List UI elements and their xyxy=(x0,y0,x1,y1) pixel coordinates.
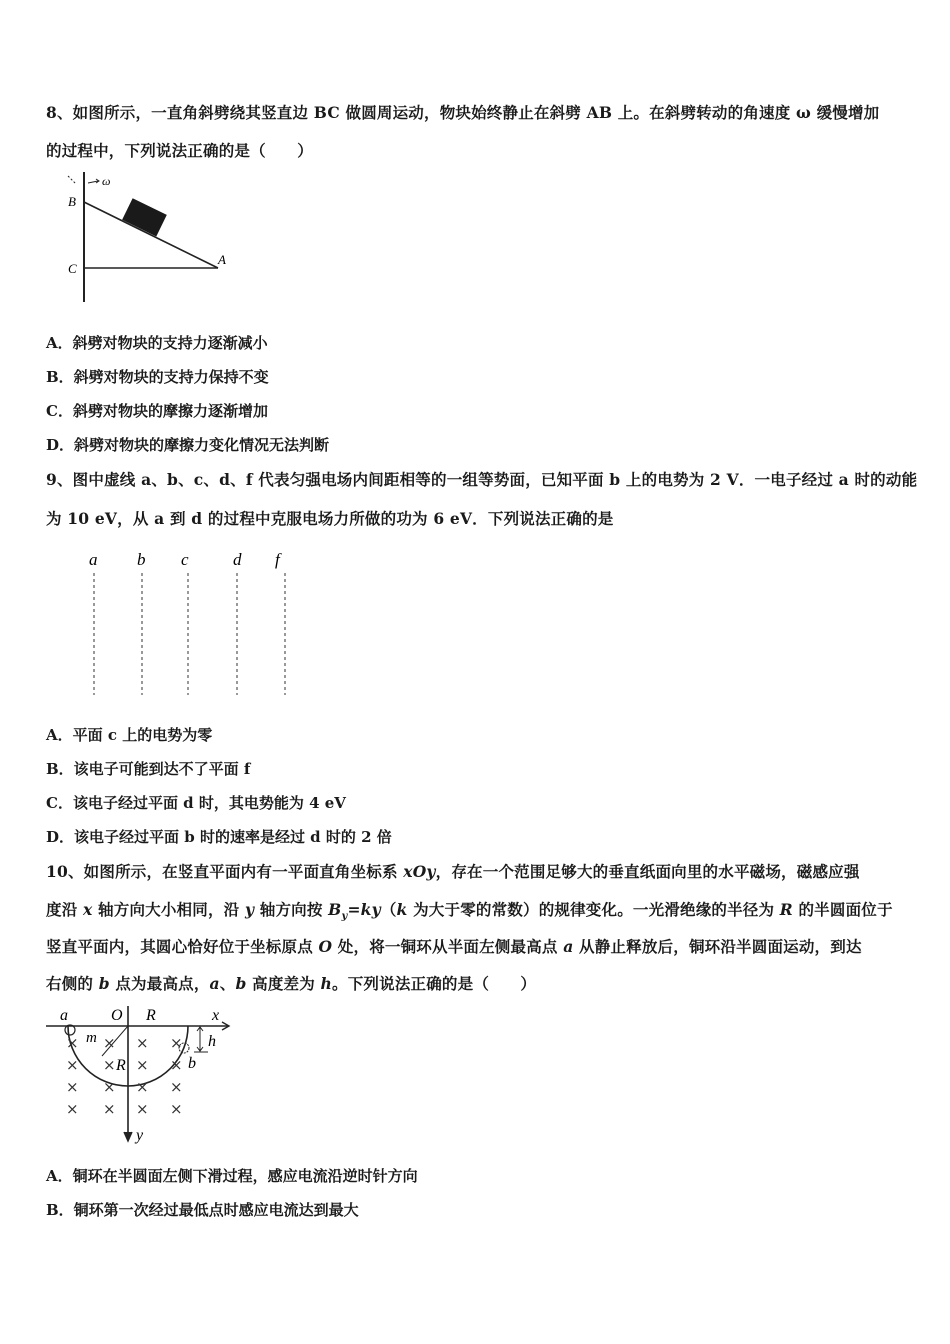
svg-text:×: × xyxy=(66,1078,79,1096)
point-a-label: a xyxy=(60,1007,68,1024)
q9-stem-line2: 为 10 eV，从 a 到 d 的过程中克服电场力所做的功为 6 eV．下列说法正确的是 xyxy=(46,509,614,528)
svg-text:×: × xyxy=(66,1034,79,1052)
q8-option-c[interactable]: C．斜劈对物块的摩擦力逐渐增加 xyxy=(46,402,268,420)
plane-b-label: b xyxy=(137,550,146,569)
q9-equipotential-figure xyxy=(80,545,310,700)
plane-a-label: a xyxy=(89,550,98,569)
svg-text:×: × xyxy=(170,1078,183,1096)
plane-d-label: d xyxy=(233,550,242,569)
q8-stem-line1: 8、如图所示，一直角斜劈绕其竖直边 BC 做圆周运动，物块始终静止在斜劈 AB 上。在斜劈转动的角速度 ω 缓慢增加 xyxy=(46,103,880,122)
q10-stem-line1: 10、如图所示，在竖直平面内有一平面直角坐标系 xOy，存在一个范围足够大的垂直纸面向里的水平磁场，磁感应强 xyxy=(46,862,860,881)
svg-text:×: × xyxy=(103,1100,116,1118)
svg-text:×: × xyxy=(170,1034,183,1052)
svg-text:×: × xyxy=(66,1100,79,1118)
point-b-label: B xyxy=(68,194,76,209)
radius-r-inner-label: R xyxy=(116,1057,126,1074)
y-axis-label: y xyxy=(136,1127,144,1144)
q9-stem-line1: 9、图中虚线 a、b、c、d、f 代表匀强电场内间距相等的一组等势面，已知平面 b 上的电势为 2 V．一电子经过 a 时的动能 xyxy=(46,470,918,489)
height-h-label: h xyxy=(208,1033,216,1050)
plane-c-label: c xyxy=(181,550,189,569)
svg-text:×: × xyxy=(103,1034,116,1052)
point-b-label: b xyxy=(188,1055,196,1072)
point-c-label: C xyxy=(68,261,77,276)
q9-option-c[interactable]: C．该电子经过平面 d 时，其电势能为 4 eV xyxy=(46,794,346,812)
q8-option-a[interactable]: A．斜劈对物块的支持力逐渐减小 xyxy=(46,334,268,352)
q10-stem-line4: 右侧的 b 点为最高点，a、b 高度差为 h。下列说法正确的是（ ） xyxy=(46,974,537,993)
q9-option-b[interactable]: B．该电子可能到达不了平面 f xyxy=(46,760,251,778)
svg-text:×: × xyxy=(170,1056,183,1074)
q10-option-a[interactable]: A．铜环在半圆面左侧下滑过程，感应电流沿逆时针方向 xyxy=(46,1167,418,1185)
plane-f-label: f xyxy=(275,550,280,569)
q9-option-d[interactable]: D．该电子经过平面 b 时的速率是经过 d 时的 2 倍 xyxy=(46,828,392,846)
svg-text:×: × xyxy=(103,1078,116,1096)
q10-stem-line2: 度沿 x 轴方向大小相同，沿 y 轴方向按 $B_y=ky(k$ 为大于零的常数）的规律变化。一光滑绝缘的半径为 R 的半圆面位于 xyxy=(46,900,893,923)
q10-stem-line3: 竖直平面内，其圆心恰好位于坐标原点 O 处，将一铜环从半面左侧最高点 a 从静止释放后，铜环沿半圆面运动，到达 xyxy=(46,937,862,956)
mass-m-label: m xyxy=(86,1030,97,1046)
svg-text:×: × xyxy=(170,1100,183,1118)
svg-text:×: × xyxy=(136,1078,149,1096)
svg-text:×: × xyxy=(103,1056,116,1074)
q9-option-a[interactable]: A．平面 c 上的电势为零 xyxy=(46,726,213,744)
svg-text:×: × xyxy=(136,1100,149,1118)
svg-text:×: × xyxy=(136,1056,149,1074)
radius-r-label: R xyxy=(146,1007,156,1024)
x-axis-label: x xyxy=(212,1007,220,1024)
q8-option-b[interactable]: B．斜劈对物块的支持力保持不变 xyxy=(46,368,269,386)
q8-wedge-figure xyxy=(60,170,240,305)
svg-text:×: × xyxy=(66,1056,79,1074)
point-a-label: A xyxy=(218,252,226,267)
q8-option-d[interactable]: D．斜劈对物块的摩擦力变化情况无法判断 xyxy=(46,436,330,454)
q10-option-b[interactable]: B．铜环第一次经过最低点时感应电流达到最大 xyxy=(46,1201,359,1219)
omega-label: ω xyxy=(102,174,111,188)
q10-semicircle-figure xyxy=(40,1004,240,1146)
origin-o-label: O xyxy=(111,1007,123,1024)
svg-text:×: × xyxy=(136,1034,149,1052)
q8-stem-line2: 的过程中，下列说法正确的是（ ） xyxy=(46,141,313,160)
